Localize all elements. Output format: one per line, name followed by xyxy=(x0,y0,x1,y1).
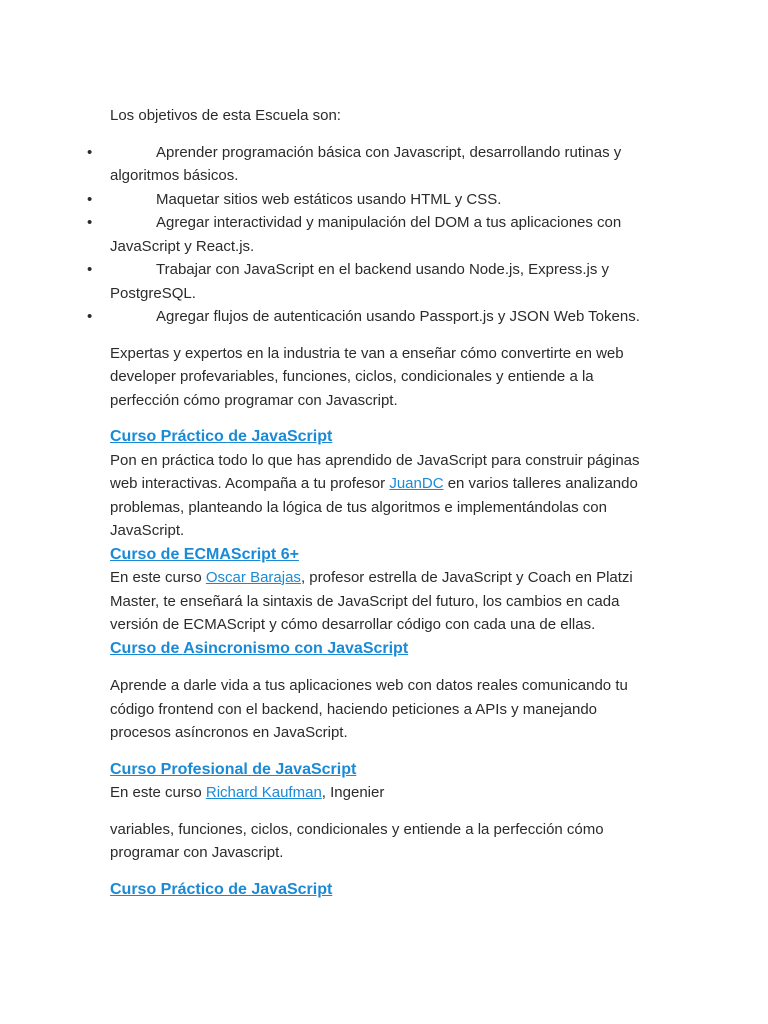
bullet-icon: • xyxy=(87,143,93,161)
objective-text: Agregar flujos de autenticación usando Passport.js y JSON Web Tokens. xyxy=(156,308,640,325)
list-item xyxy=(87,211,650,258)
course-description-asincronismo: Aprende a darle vida a tus aplicaciones web con datos reales comunicando tu código frontend con el backend, haciendo peticiones a APIs y manejando procesos asíncronos en JavaScript. xyxy=(110,677,628,741)
bullet-icon: • xyxy=(87,214,93,231)
course-text: , Ingenier xyxy=(321,784,385,801)
course-link-ecmascript[interactable]: Curso de ECMAScript 6+ xyxy=(110,545,299,563)
instructor-link-oscar-barajas[interactable]: Oscar Barajas xyxy=(205,569,301,586)
objective-text: Aprender programación básica con Javascript, desarrollando rutinas y algoritmos básicos. xyxy=(110,143,622,184)
course-description-ecmascript xyxy=(110,566,650,637)
profesional-continued-text: variables, funciones, ciclos, condicionales y entiende a la perfección cómo programar con Javascript. xyxy=(110,820,604,861)
course-link-practico[interactable]: Curso Práctico de JavaScript xyxy=(110,428,333,445)
objective-text: Maquetar sitios web estáticos usando HTML y CSS. xyxy=(156,190,502,208)
objective-text: Agregar interactividad y manipulación del DOM a tus aplicaciones con JavaScript y React.js. xyxy=(110,214,622,255)
intro-text: Los objetivos de esta Escuela son: xyxy=(110,107,341,124)
objective-text: Trabajar con JavaScript en el backend usando Node.js, Express.js y PostgreSQL. xyxy=(110,261,610,302)
course-text: En este curso xyxy=(110,784,206,801)
course-text: En este curso xyxy=(110,569,206,586)
experts-paragraph: Expertas y expertos en la industria te van a enseñar cómo convertirte en web developer profevariables, funciones, ciclos, condicionales y entiende a la perfección cómo programar con Javascript. xyxy=(110,344,624,409)
course-text: , profesor estrella de JavaScript y Coach en Platzi Master, te enseñará la sintaxis de JavaScript del futuro, los cambios en cada versión de ECMAScript y cómo desarrollar código con cada una de ellas. xyxy=(110,569,633,633)
list-item xyxy=(87,305,650,329)
course-text: Pon en práctica todo lo que has aprendido de JavaScript para construir páginas web interactivas. Acompaña a tu profesor xyxy=(110,451,640,492)
course-link-practico-repeat[interactable]: Curso Práctico de JavaScript xyxy=(110,880,333,898)
course-text: en varios talleres analizando problemas, planteando la lógica de tus algoritmos e implementándolas con JavaScript. xyxy=(110,475,638,539)
course-link-profesional[interactable]: Curso Profesional de JavaScript xyxy=(110,760,357,778)
course-description-practico xyxy=(110,449,650,543)
bullet-icon: • xyxy=(87,308,93,325)
list-item xyxy=(87,188,650,212)
list-item xyxy=(87,141,650,188)
instructor-link-richard-kaufman[interactable]: Richard Kaufman xyxy=(205,784,322,801)
list-item xyxy=(87,258,650,305)
bullet-icon: • xyxy=(87,261,93,278)
objectives-list xyxy=(87,141,650,329)
instructor-link-juandc[interactable]: JuanDC xyxy=(389,475,444,492)
course-description-profesional xyxy=(110,781,650,805)
course-link-asincronismo[interactable]: Curso de Asincronismo con JavaScript xyxy=(110,639,409,657)
document-content xyxy=(87,104,650,901)
bullet-icon: • xyxy=(87,190,93,208)
